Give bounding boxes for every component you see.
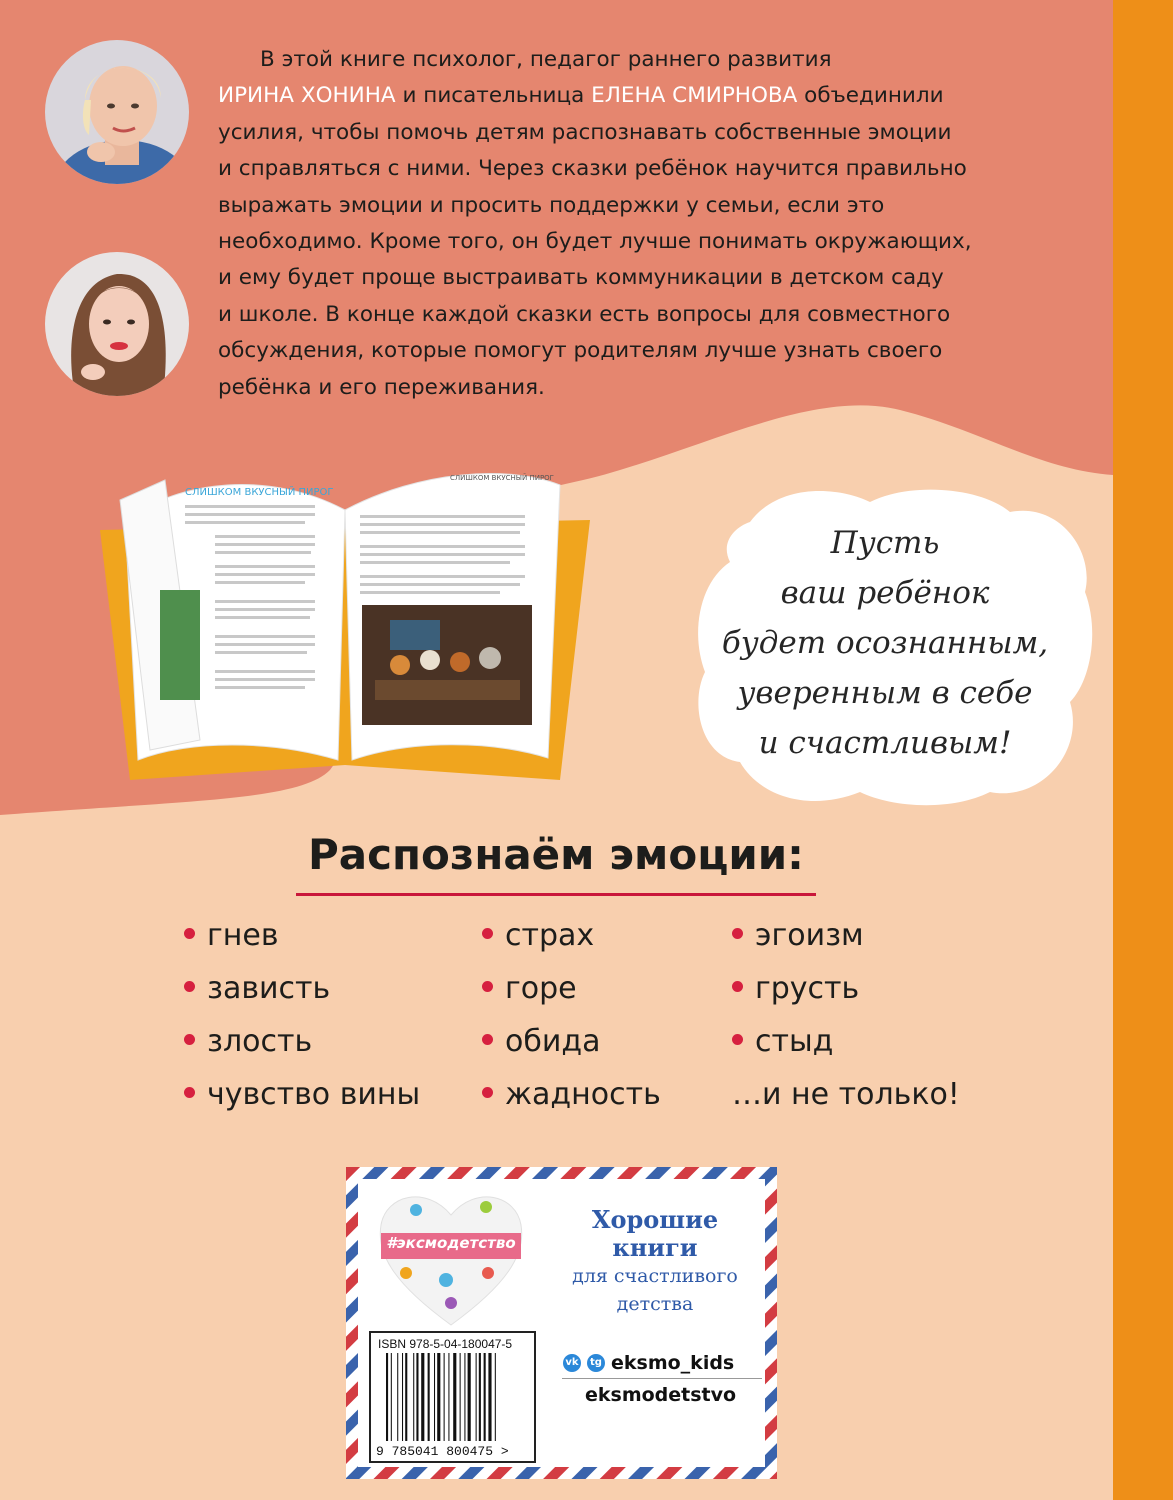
intro-line: обсуждения, которые помогут родителям лучше узнать своего [218,338,943,364]
book-right-header: СЛИШКОМ ВКУСНЫЙ ПИРОГ [450,474,554,482]
emotion-label: чувство вины [207,1077,421,1112]
emotion-label: грусть [755,971,860,1006]
emotion-more: …и не только! [732,1077,960,1112]
bullet-icon [482,981,493,992]
bullet-icon [184,1034,195,1045]
open-book-illustration [90,440,600,800]
bullet-icon [732,981,743,992]
cloud-line: Пусть [830,525,940,561]
intro-line: ребёнка и его переживания. [218,374,545,400]
emotion-item [482,1024,600,1059]
emotion-item [732,971,859,1006]
social-handle[interactable]: eksmo_kids [611,1352,735,1374]
emotions-heading: Распознаём эмоции: [308,830,804,879]
intro-text [218,42,1098,406]
emotion-label: страх [505,918,595,953]
card-divider [562,1378,762,1379]
emotion-label: гнев [207,918,279,953]
bullet-icon [184,981,195,992]
book-spine [1113,0,1173,1500]
emotion-item [482,971,577,1006]
cloud-line: ваш ребёнок [780,575,990,611]
emotion-item [184,1077,420,1112]
bullet-icon [732,1034,743,1045]
intro-line: выражать эмоции и просить поддержки у семьи, если это [218,192,885,218]
author-photo-khonina [45,40,189,184]
bullet-icon [184,928,195,939]
bullet-icon [482,928,493,939]
site-handle[interactable]: eksmodetstvo [585,1384,737,1406]
social-links [563,1352,734,1374]
intro-after: объединили [797,83,944,109]
emotion-label: злость [207,1024,313,1059]
emotion-label: горе [505,971,577,1006]
cloud-quote [690,518,1080,768]
emotion-item [732,918,864,953]
book-left-title: СЛИШКОМ ВКУСНЫЙ ПИРОГ [185,487,334,498]
cloud-line: уверенным в себе [737,675,1033,711]
author-photo-smirnova [45,252,189,396]
author-name: ИРИНА ХОНИНА [218,83,396,109]
vk-icon: vk [563,1354,581,1372]
slogan [555,1206,755,1318]
emotion-item [184,918,279,953]
bullet-icon [732,928,743,939]
intro-line: и ему будет проще выстраивать коммуникации в детском саду [218,265,944,291]
intro-line: и справляться с ними. Через сказки ребёнок научится правильно [218,156,967,182]
emotion-label: зависть [207,971,331,1006]
heading-underline [296,893,816,896]
emotion-item [482,1077,661,1112]
barcode-image [386,1353,526,1441]
hashtag-label: #эксмодетство [386,1234,516,1252]
slogan-line: книги [612,1233,698,1262]
emotion-item [482,918,594,953]
barcode-digits: 9 785041 800475 > [376,1444,509,1459]
emotion-item [184,1024,312,1059]
emotion-label: обида [505,1024,601,1059]
intro-line: В этой книге психолог, педагог раннего развития [260,47,832,72]
isbn-label: ISBN 978-5-04-180047-5 [378,1337,513,1351]
intro-line-authors [218,78,1098,114]
intro-line: необходимо. Кроме того, он будет лучше понимать окружающих, [218,229,972,255]
bullet-icon [482,1087,493,1098]
emotion-item [184,971,330,1006]
emotion-label: жадность [505,1077,661,1112]
author-name: ЕЛЕНА СМИРНОВА [591,83,798,109]
emotion-item [732,1024,833,1059]
slogan-line: детства [616,1293,694,1315]
intro-line: усилия, чтобы помочь детям распознавать собственные эмоции [218,119,952,145]
heart-logo [376,1185,526,1335]
slogan-line: для счастливого [572,1265,738,1287]
emotion-label: стыд [755,1024,834,1059]
slogan-line: Хорошие [591,1205,719,1234]
bullet-icon [184,1087,195,1098]
emotion-label: эгоизм [755,918,864,953]
bullet-icon [482,1034,493,1045]
telegram-icon: tg [587,1354,605,1372]
cloud-line: и счастливым! [758,725,1012,761]
intro-line: и школе. В конце каждой сказки есть вопросы для совместного [218,301,951,327]
intro-conj: и писательница [395,83,592,109]
cloud-line: будет осознанным, [721,625,1049,661]
